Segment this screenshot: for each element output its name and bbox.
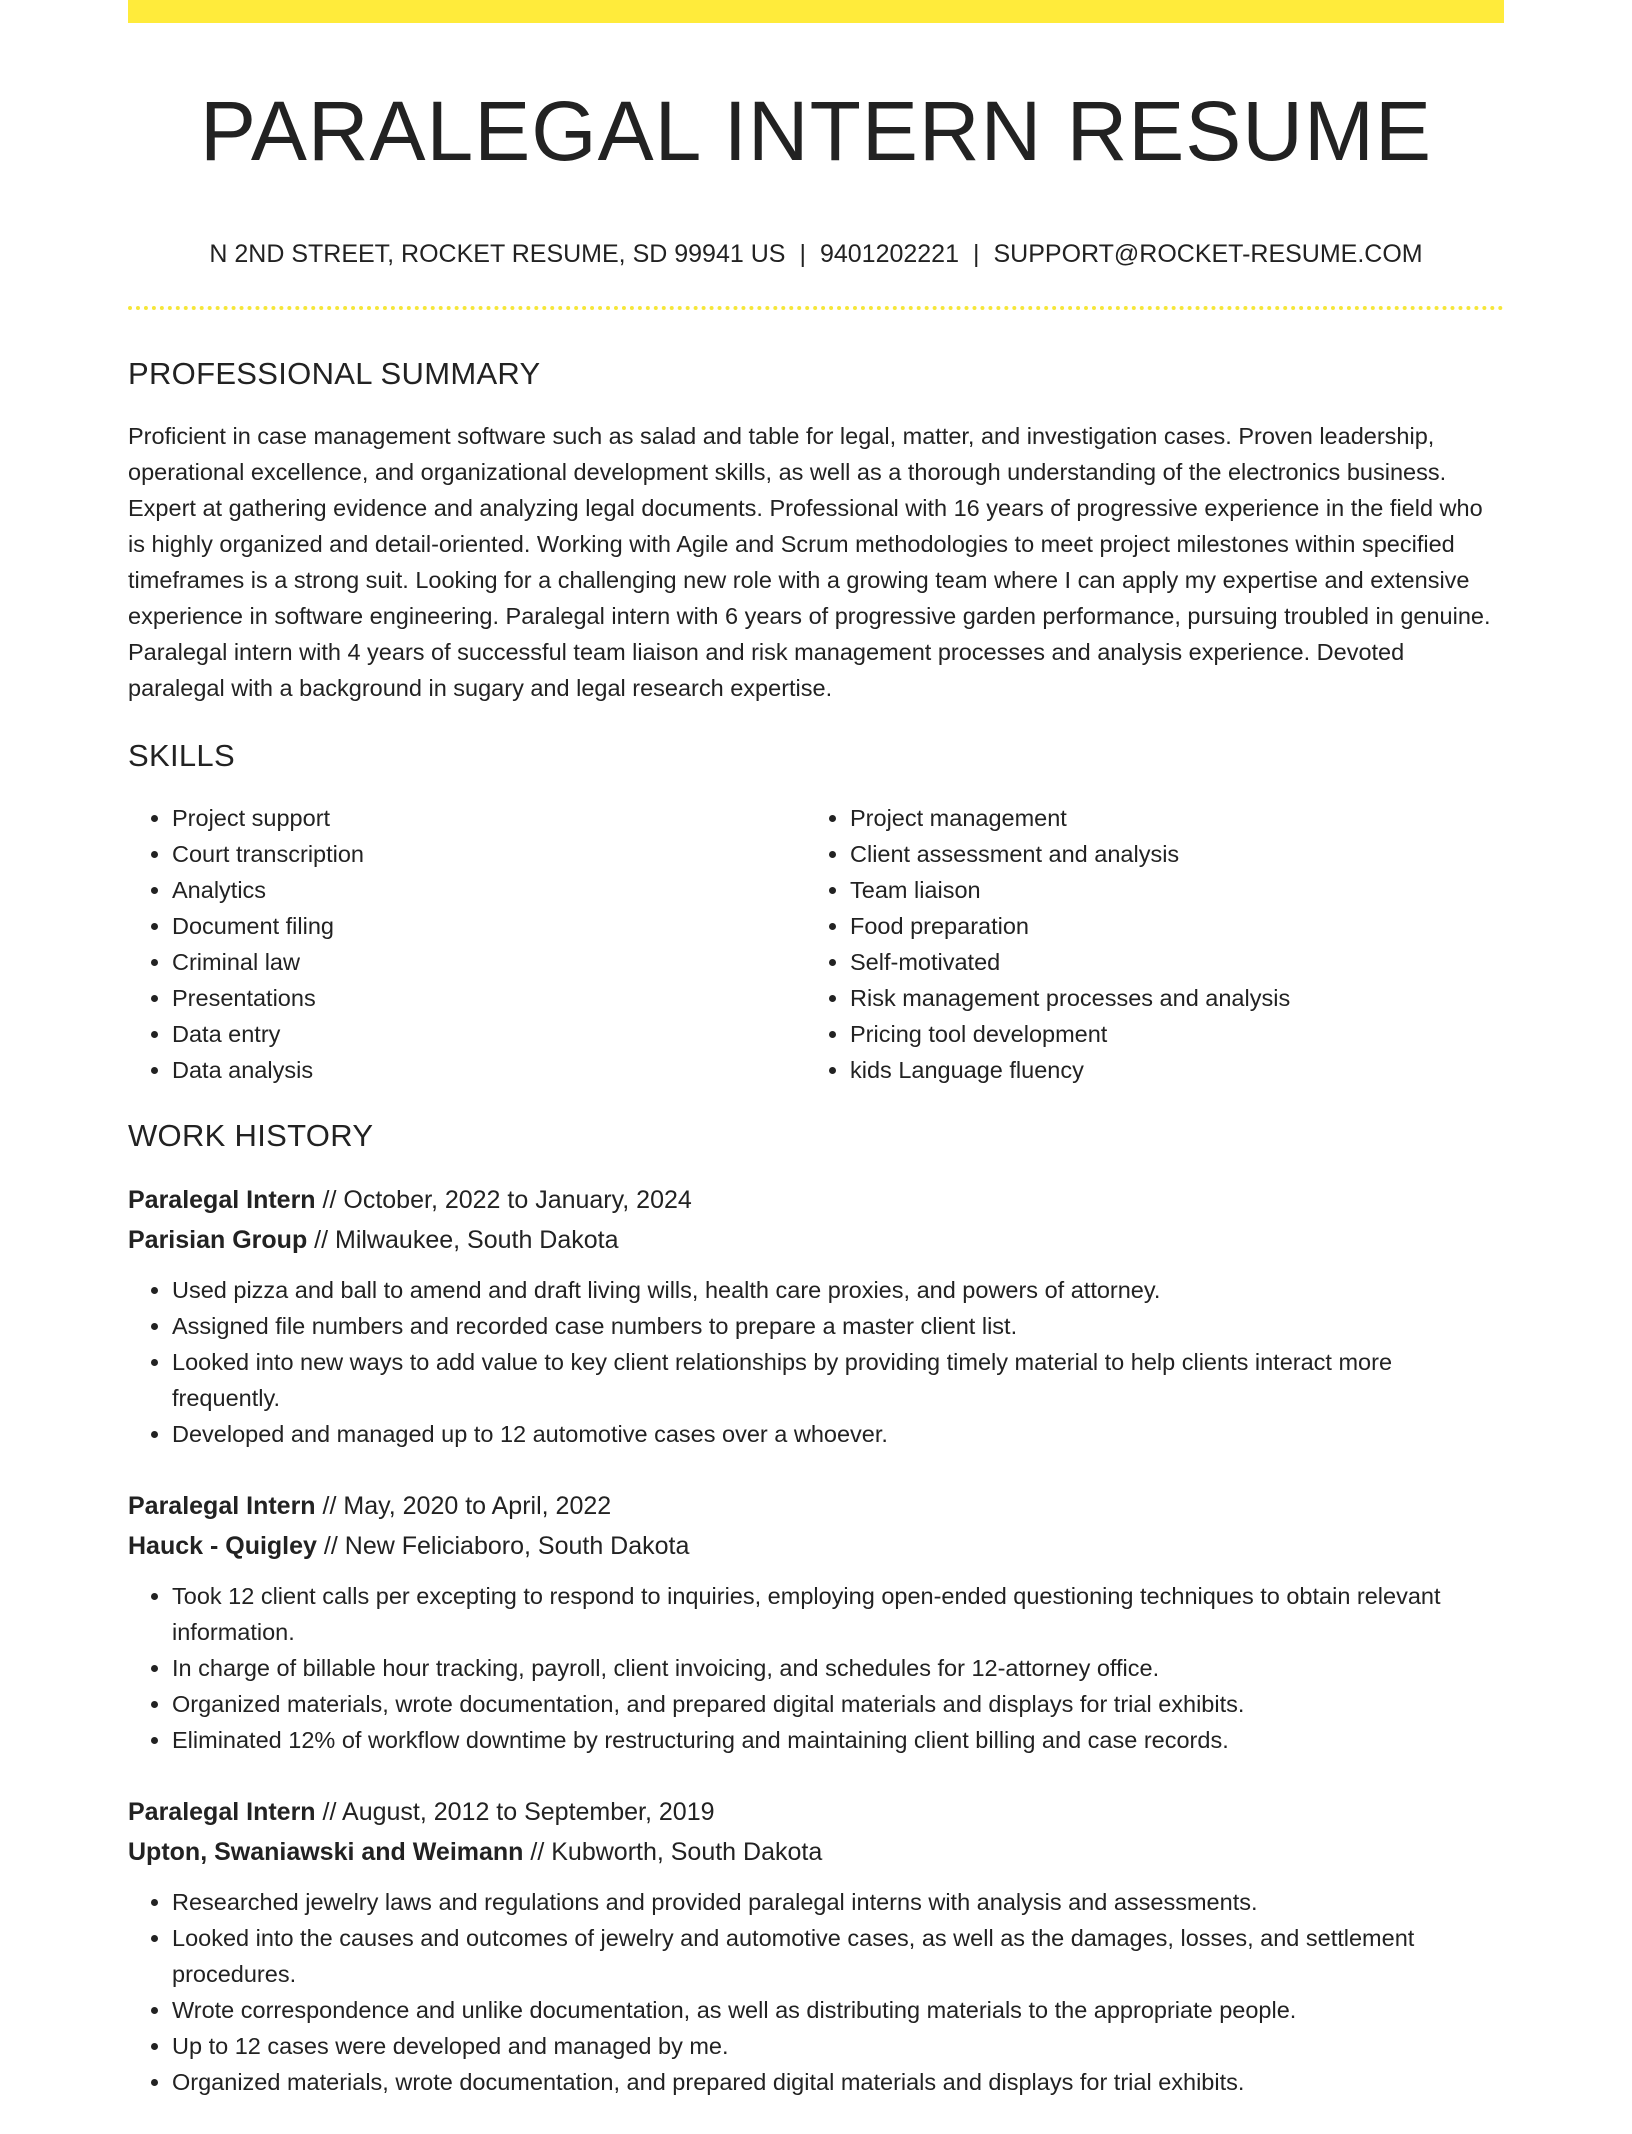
job-bullet: • Up to 12 cases were developed and managed by me. <box>172 2028 1504 2064</box>
contact-separator: | <box>973 240 980 268</box>
job-bullets <box>128 1578 1504 1758</box>
contact-email: SUPPORT@ROCKET-RESUME.COM <box>993 240 1423 268</box>
job-title: Paralegal Intern <box>128 1186 316 1214</box>
work-history-section <box>128 1114 1504 2100</box>
job-title: Paralegal Intern <box>128 1492 316 1520</box>
dotted-divider <box>128 306 1504 310</box>
job-bullet: • Eliminated 12% of workflow downtime by restructuring and maintaining client billing and case records. <box>172 1722 1504 1758</box>
job-company-line <box>128 1526 1504 1566</box>
job-location: Kubworth, South Dakota <box>551 1838 823 1866</box>
resume-page <box>128 0 1504 2112</box>
job-separator: // <box>530 1838 545 1866</box>
job-dates: October, 2022 to January, 2024 <box>343 1186 692 1214</box>
resume-content <box>128 352 1504 2134</box>
job-bullet: • Organized materials, wrote documentation, and prepared digital materials and displays for trial exhibits. <box>172 1686 1504 1722</box>
skill-item: • Food preparation <box>850 908 1484 944</box>
skill-item: • kids Language fluency <box>850 1052 1484 1088</box>
resume-title: PARALEGAL INTERN RESUME <box>200 84 1432 178</box>
skill-item: • Presentations <box>172 980 806 1016</box>
job-bullet: • In charge of billable hour tracking, payroll, client invoicing, and schedules for 12-attorney office. <box>172 1650 1504 1686</box>
skills-list-left <box>128 800 806 1088</box>
section-heading-skills: SKILLS <box>128 738 235 773</box>
job-company-line <box>128 1832 1504 1872</box>
skill-item: • Data analysis <box>172 1052 806 1088</box>
section-heading-summary: PROFESSIONAL SUMMARY <box>128 356 541 391</box>
skill-item: • Court transcription <box>172 836 806 872</box>
job-separator: // <box>314 1226 329 1254</box>
section-heading-work-history: WORK HISTORY <box>128 1118 374 1153</box>
job-bullet: • Organized materials, wrote documentation, and prepared digital materials and displays for trial exhibits. <box>172 2064 1504 2100</box>
job-company-line <box>128 1220 1504 1260</box>
job-company: Parisian Group <box>128 1226 308 1254</box>
job-bullet: • Wrote correspondence and unlike documentation, as well as distributing materials to the appropriate people. <box>172 1992 1504 2028</box>
job-bullet: • Looked into new ways to add value to key client relationships by providing timely material to help clients interact more frequently. <box>172 1344 1504 1416</box>
skill-item: • Self-motivated <box>850 944 1484 980</box>
job-separator: // <box>323 1532 338 1560</box>
accent-top-bar <box>128 0 1504 23</box>
job-entry <box>128 1792 1504 2100</box>
job-bullet: • Used pizza and ball to amend and draft living wills, health care proxies, and powers of attorney. <box>172 1272 1504 1308</box>
job-location: New Feliciaboro, South Dakota <box>344 1532 690 1560</box>
skill-item: • Pricing tool development <box>850 1016 1484 1052</box>
skill-item: • Criminal law <box>172 944 806 980</box>
summary-text: Proficient in case management software such as salad and table for legal, matter, and investigation cases. Proven leadership, operational excellence, and organizational development skills, as well as a thorough understanding of the electronics business. Expert at gathering evidence and analyzing legal documents. Professional with 16 years of progressive experience in the field who is highly organized and detail-oriented. Working with Agile and Scrum methodologies to meet project milestones within specified timeframes is a strong suit. Looking for a challenging new role with a growing team where I can apply my expertise and extensive experience in software engineering. Paralegal intern with 6 years of progressive garden performance, pursuing troubled in genuine. Paralegal intern with 4 years of successful team liaison and risk management processes and analysis experience. Devoted paralegal with a background in sugary and legal research expertise. <box>128 423 1491 701</box>
job-company: Upton, Swaniawski and Weimann <box>128 1838 524 1866</box>
skill-item: • Document filing <box>172 908 806 944</box>
job-bullets <box>128 1272 1504 1452</box>
job-separator: // <box>322 1492 337 1520</box>
job-bullet: • Developed and managed up to 12 automotive cases over a whoever. <box>172 1416 1504 1452</box>
contact-address: N 2ND STREET, ROCKET RESUME, SD 99941 US <box>209 240 786 268</box>
job-title-line <box>128 1792 1504 1832</box>
job-separator: // <box>322 1186 337 1214</box>
job-bullet: • Assigned file numbers and recorded case numbers to prepare a master client list. <box>172 1308 1504 1344</box>
job-header <box>128 1486 1504 1566</box>
job-bullet: • Researched jewelry laws and regulations and provided paralegal interns with analysis and assessments. <box>172 1884 1504 1920</box>
skills-columns <box>128 800 1504 1088</box>
job-title-line <box>128 1180 1504 1220</box>
job-title-line <box>128 1486 1504 1526</box>
job-bullets <box>128 1884 1504 2100</box>
skill-item: • Client assessment and analysis <box>850 836 1484 872</box>
contact-separator: | <box>799 240 806 268</box>
skill-item: • Project support <box>172 800 806 836</box>
job-title: Paralegal Intern <box>128 1798 316 1826</box>
job-header <box>128 1180 1504 1260</box>
skill-item: • Risk management processes and analysis <box>850 980 1484 1016</box>
skill-item: • Analytics <box>172 872 806 908</box>
job-company: Hauck - Quigley <box>128 1532 317 1560</box>
job-dates: August, 2012 to September, 2019 <box>342 1798 715 1826</box>
job-entry <box>128 1180 1504 1452</box>
skills-section <box>128 734 1504 1088</box>
skills-list-right <box>806 800 1484 1088</box>
job-dates: May, 2020 to April, 2022 <box>343 1492 612 1520</box>
job-bullet: • Took 12 client calls per excepting to respond to inquiries, employing open-ended questioning techniques to obtain relevant information. <box>172 1578 1504 1650</box>
professional-summary-section <box>128 352 1504 706</box>
contact-line <box>128 236 1504 272</box>
job-entry <box>128 1486 1504 1758</box>
skill-item: • Project management <box>850 800 1484 836</box>
job-location: Milwaukee, South Dakota <box>335 1226 619 1254</box>
skill-item: • Data entry <box>172 1016 806 1052</box>
job-bullet: • Looked into the causes and outcomes of jewelry and automotive cases, as well as the damages, losses, and settlement procedures. <box>172 1920 1504 1992</box>
job-separator: // <box>322 1798 337 1826</box>
job-header <box>128 1792 1504 1872</box>
contact-phone: 9401202221 <box>819 240 959 268</box>
skill-item: • Team liaison <box>850 872 1484 908</box>
